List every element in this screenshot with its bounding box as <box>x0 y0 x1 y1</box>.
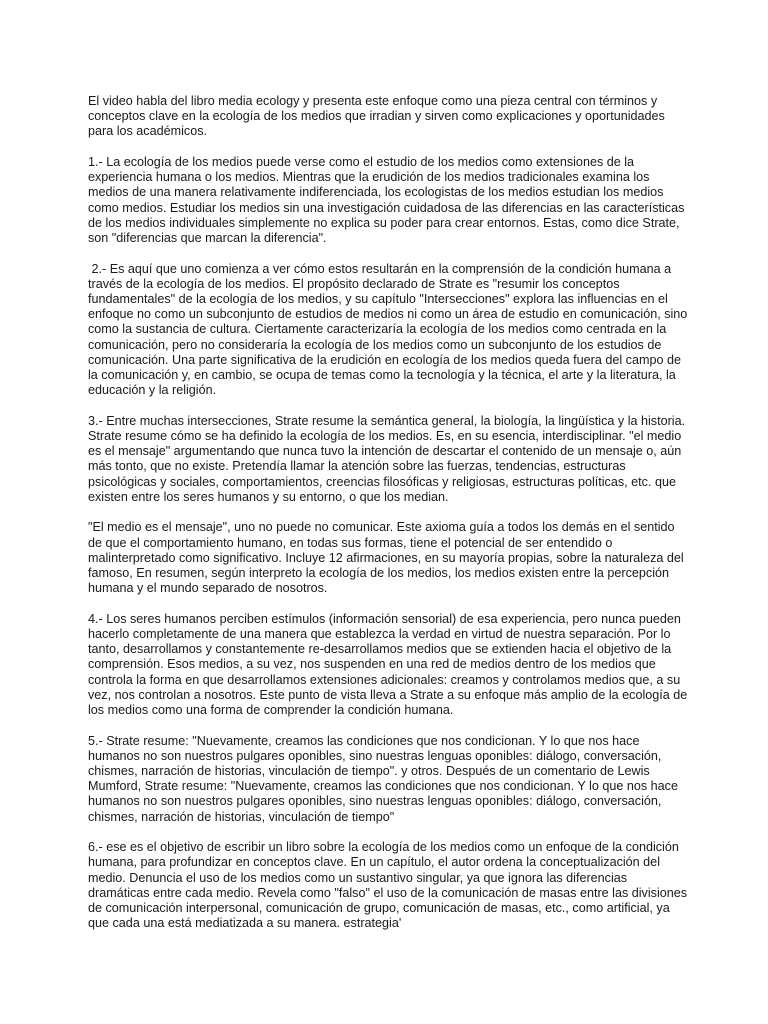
paragraph-4: 4.- Los seres humanos perciben estímulos (información sensorial) de esa experiencia, pero nunca pueden hacerlo completamente de una manera que establezca la verdad en virtud de nuestra separación. Por lo tanto, desarrollamos y constantemente re-desarrollamos medios que se extienden hacia el objetivo de la comprensión. Esos medios, a su vez, nos suspenden en una red de medios dentro de los medios que controla la forma en que desarrollamos extensiones adicionales: creamos y controlamos medios que, a su vez, nos controlan a nosotros. Este punto de vista lleva a Strate a su enfoque más amplio de la ecología de los medios como una forma de comprender la condición humana. <box>88 611 688 718</box>
paragraph-6: 6.- ese es el objetivo de escribir un libro sobre la ecología de los medios como un enfoque de la condición humana, para profundizar en conceptos clave. En un capítulo, el autor ordena la conceptualización del medio. Denuncia el uso de los medios como un sustantivo singular, ya que ignora las diferencias dramáticas entre cada medio. Revela como "falso" el uso de la comunicación de masas entre las divisiones de comunicación interpersonal, comunicación de grupo, comunicación de masas, etc., como artificial, ya que cada una está mediatizada a su manera. estrategia' <box>88 840 688 931</box>
intro-paragraph: El video habla del libro media ecology y presenta este enfoque como una pieza central con términos y conceptos clave en la ecología de los medios que irradian y sirven como explicaciones y oportunidades para los académicos. <box>88 94 665 139</box>
paragraph-2: 2.- Es aquí que uno comienza a ver cómo estos resultarán en la comprensión de la condición humana a través de la ecología de los medios. El propósito declarado de Strate es "resumir los conceptos fundamentales" de la ecología de los medios, y su capítulo "Intersecciones" explora las influencias en el enfoque no como un subconjunto de estudios de medios ni como un área de estudio en comunicación, sino como la sustancia de cultura. Ciertamente caracterizaría la ecología de los medios como centrada en la comunicación, pero no consideraría la ecología de los medios como un subconjunto de los estudios de comunicación. Una parte significativa de la erudición en ecología de los medios queda fuera del campo de la comunicación y, en cambio, se ocupa de temas como la tecnología y la técnica, el arte y la literatura, la educación y la religión. <box>88 261 691 398</box>
document-page <box>88 94 691 947</box>
paragraph-1: 1.- La ecología de los medios puede verse como el estudio de los medios como extensiones de la experiencia humana o los medios. Mientras que la erudición de los medios tradicionales examina los medios de una manera relativamente indiferenciada, los ecologistas de los medios estudian los medios como medios. Estudiar los medios sin una investigación cuidadosa de las diferencias en las características de los medios individuales simplemente no explica su poder para crear entornos. Estas, como dice Strate, son "diferencias que marcan la diferencia". <box>88 155 685 246</box>
paragraph-5: 5.- Strate resume: "Nuevamente, creamos las condiciones que nos condicionan. Y lo que nos hace humanos no son nuestros pulgares oponibles, sino nuestras lenguas oponibles: diálogo, conversación, chismes, narración de historias, vinculación de tiempo". y otros. Después de un comentario de Lewis Mumford, Strate resume: "Nuevamente, creamos las condiciones que nos condicionan. Y lo que nos hace humanos no son nuestros pulgares oponibles, sino nuestras lenguas oponibles: diálogo, conversación, chismes, narración de historias, vinculación de tiempo" <box>88 733 678 824</box>
paragraph-3: 3.- Entre muchas intersecciones, Strate resume la semántica general, la biología, la lingüística y la historia. Strate resume cómo se ha definido la ecología de los medios. Es, en su esencia, interdisciplinar. "el medio es el mensaje" argumentando que nunca tuvo la intención de descartar el contenido de un mensaje o, aún más tonto, que no existe. Pretendía llamar la atención sobre las fuerzas, tendencias, estructuras psicológicas y sociales, comportamientos, creencias filosóficas y religiosas, estructuras políticas, etc. que existen entre los seres humanos y su entorno, o que los median. <box>88 413 686 504</box>
paragraph-medium-message: "El medio es el mensaje", uno no puede no comunicar. Este axioma guía a todos los demás en el sentido de que el comportamiento humano, en todas sus formas, tiene el potencial de ser entendido o malinterpretado como significativo. Incluye 12 afirmaciones, en su mayoría propias, sobre la naturaleza del famoso, En resumen, según interpreto la ecología de los medios, los medios existen entre la percepción humana y el mundo separado de nosotros. <box>88 520 684 596</box>
